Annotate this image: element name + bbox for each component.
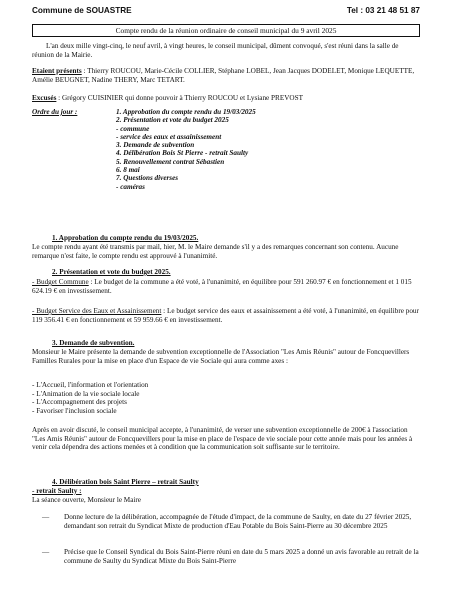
- excused-label: Excusés: [32, 94, 57, 102]
- section-4-bullet: Précise que le Conseil Syndical du Bois Saint-Pierre réuni en date du 5 mars 2025 a donné un avis favorable au retrait de la commune de Saulty du Syndicat Mixte du Bois Saint-Pierre: [64, 548, 419, 565]
- commune-name: Commune de SOUASTRE: [32, 6, 132, 15]
- agenda-item: 3. Demande de subvention: [116, 141, 195, 150]
- attendees-list: : Thierry ROUCOU, Marie-Cécile COLLIER, Stéphane LOBEL, Jean Jacques DODELET, Monique LEQUETTE, Amélie BEUGNET, Nadine THERY, Marc TETART.: [32, 67, 415, 84]
- budget-eaux-text: : Le budget service des eaux et assainissement a été voté, à l'unanimité, en équilibre pour 119 356.41 € en fonctionnement et 59 959.66 € en investissement.: [32, 307, 419, 324]
- excused-list: : Grégory CUISINIER qui donne pouvoir à Thierry ROUCOU et Lysiane PREVOST: [56, 94, 303, 102]
- letterhead: [32, 6, 420, 15]
- budget-commune-text: : Le budget de la commune a été voté, à l'unanimité, en équilibre pour 591 260.97 € en fonctionnement et 1 015 624.19 € en investissement.: [32, 278, 412, 295]
- bullet-dash: —: [42, 548, 50, 556]
- agenda-item: 6. 8 mai: [116, 166, 140, 175]
- agenda-label: Ordre du jour :: [32, 108, 78, 116]
- agenda-item: 4. Délibération Bois St Pierre - retrait Saulty: [116, 149, 249, 158]
- budget-eaux-paragraph: [32, 307, 422, 324]
- intro-paragraph: L'an deux mille vingt-cinq, le neuf avril, à vingt heures, le conseil municipal, dûment convoqué, s'est réuni dans la salle de réunion de la Mairie.: [32, 42, 399, 59]
- agenda-list: [116, 108, 416, 191]
- agenda-item: 7. Questions diverses: [116, 174, 179, 183]
- agenda-item: 5. Renouvellement contrat Sébastien: [116, 157, 225, 166]
- bullet-dash: —: [42, 513, 50, 521]
- axis-item: - L'Accueil, l'information et l'orientation: [32, 381, 149, 389]
- agenda-item: 1. Approbation du compte rendu du 19/03/2025: [116, 108, 256, 116]
- agenda-item: 2. Présentation et vote du budget 2025: [116, 116, 229, 125]
- budget-eaux-label: - Budget Service des Eaux et Assainissement: [32, 307, 162, 315]
- budget-commune-label: - Budget Commune: [32, 278, 89, 286]
- section-1-body: Le compte rendu ayant été transmis par mail, hier, M. le Maire demande s'il y a des remarques concernant son contenu. Aucune remarque n'est faite, le compte rendu est approuvé à l'unanimité.: [32, 243, 399, 260]
- axis-item: - L'Animation de la vie sociale locale: [32, 389, 140, 398]
- excused-paragraph: [32, 94, 422, 103]
- attendees-paragraph: [32, 67, 422, 84]
- section-3-body: Monsieur le Maire présente la demande de subvention exceptionnelle de l'Association "Les Amis Réunis" autour de Foncquevillers Familles Rurales pour la mise en place d'un Espace de vie Sociale qui aura comme axes :: [32, 348, 410, 365]
- agenda-item: - service des eaux et assainissement: [116, 132, 222, 141]
- section-3-title: 3. Demande de subvention.: [52, 339, 135, 347]
- budget-commune-paragraph: [32, 278, 422, 295]
- document-title: Compte rendu de la réunion ordinaire de conseil municipal du 9 avril 2025: [32, 24, 420, 37]
- section-1-title: 1. Approbation du compte rendu du 19/03/2025.: [52, 234, 199, 242]
- axes-list: [32, 381, 412, 415]
- axis-item: - L'Accompagnement des projets: [32, 398, 127, 406]
- agenda-item: - commune: [116, 124, 150, 133]
- section-3-decision: Après en avoir discuté, le conseil municipal accepte, à l'unanimité, de verser une subvention exceptionnelle de 200€ à l'association "Les Amis Réunis" autour de Foncquevillers pour la mise en place de l'espace de vie sociale pour cette année mais pour les années à venir cela dépendra des actions menées et à condition que la communication soit suffisante sur le territoire.: [32, 426, 413, 452]
- section-4-bullet: Donne lecture de la délibération, accompagnée de l'étude d'impact, de la commune de Saulty, en date du 27 février 2025, demandant son retrait du Syndicat Mixte de production d'Eau Potable du Bois Saint-Pierre au 30 décembre 2025: [64, 513, 412, 530]
- section-4-title: 4. Délibération bois Saint Pierre – retrait Saulty: [52, 478, 199, 486]
- section-4-subtitle: - retrait Saulty :: [32, 487, 82, 495]
- axis-item: - Favoriser l'inclusion sociale: [32, 406, 117, 415]
- section-4-opening: La séance ouverte, Monsieur le Maire: [32, 496, 141, 504]
- section-2-title: 2. Présentation et vote du budget 2025.: [52, 268, 171, 276]
- agenda-item: - caméras: [116, 182, 145, 191]
- attendees-label: Etaient présents: [32, 67, 82, 75]
- phone-number: Tel : 03 21 48 51 87: [346, 6, 420, 15]
